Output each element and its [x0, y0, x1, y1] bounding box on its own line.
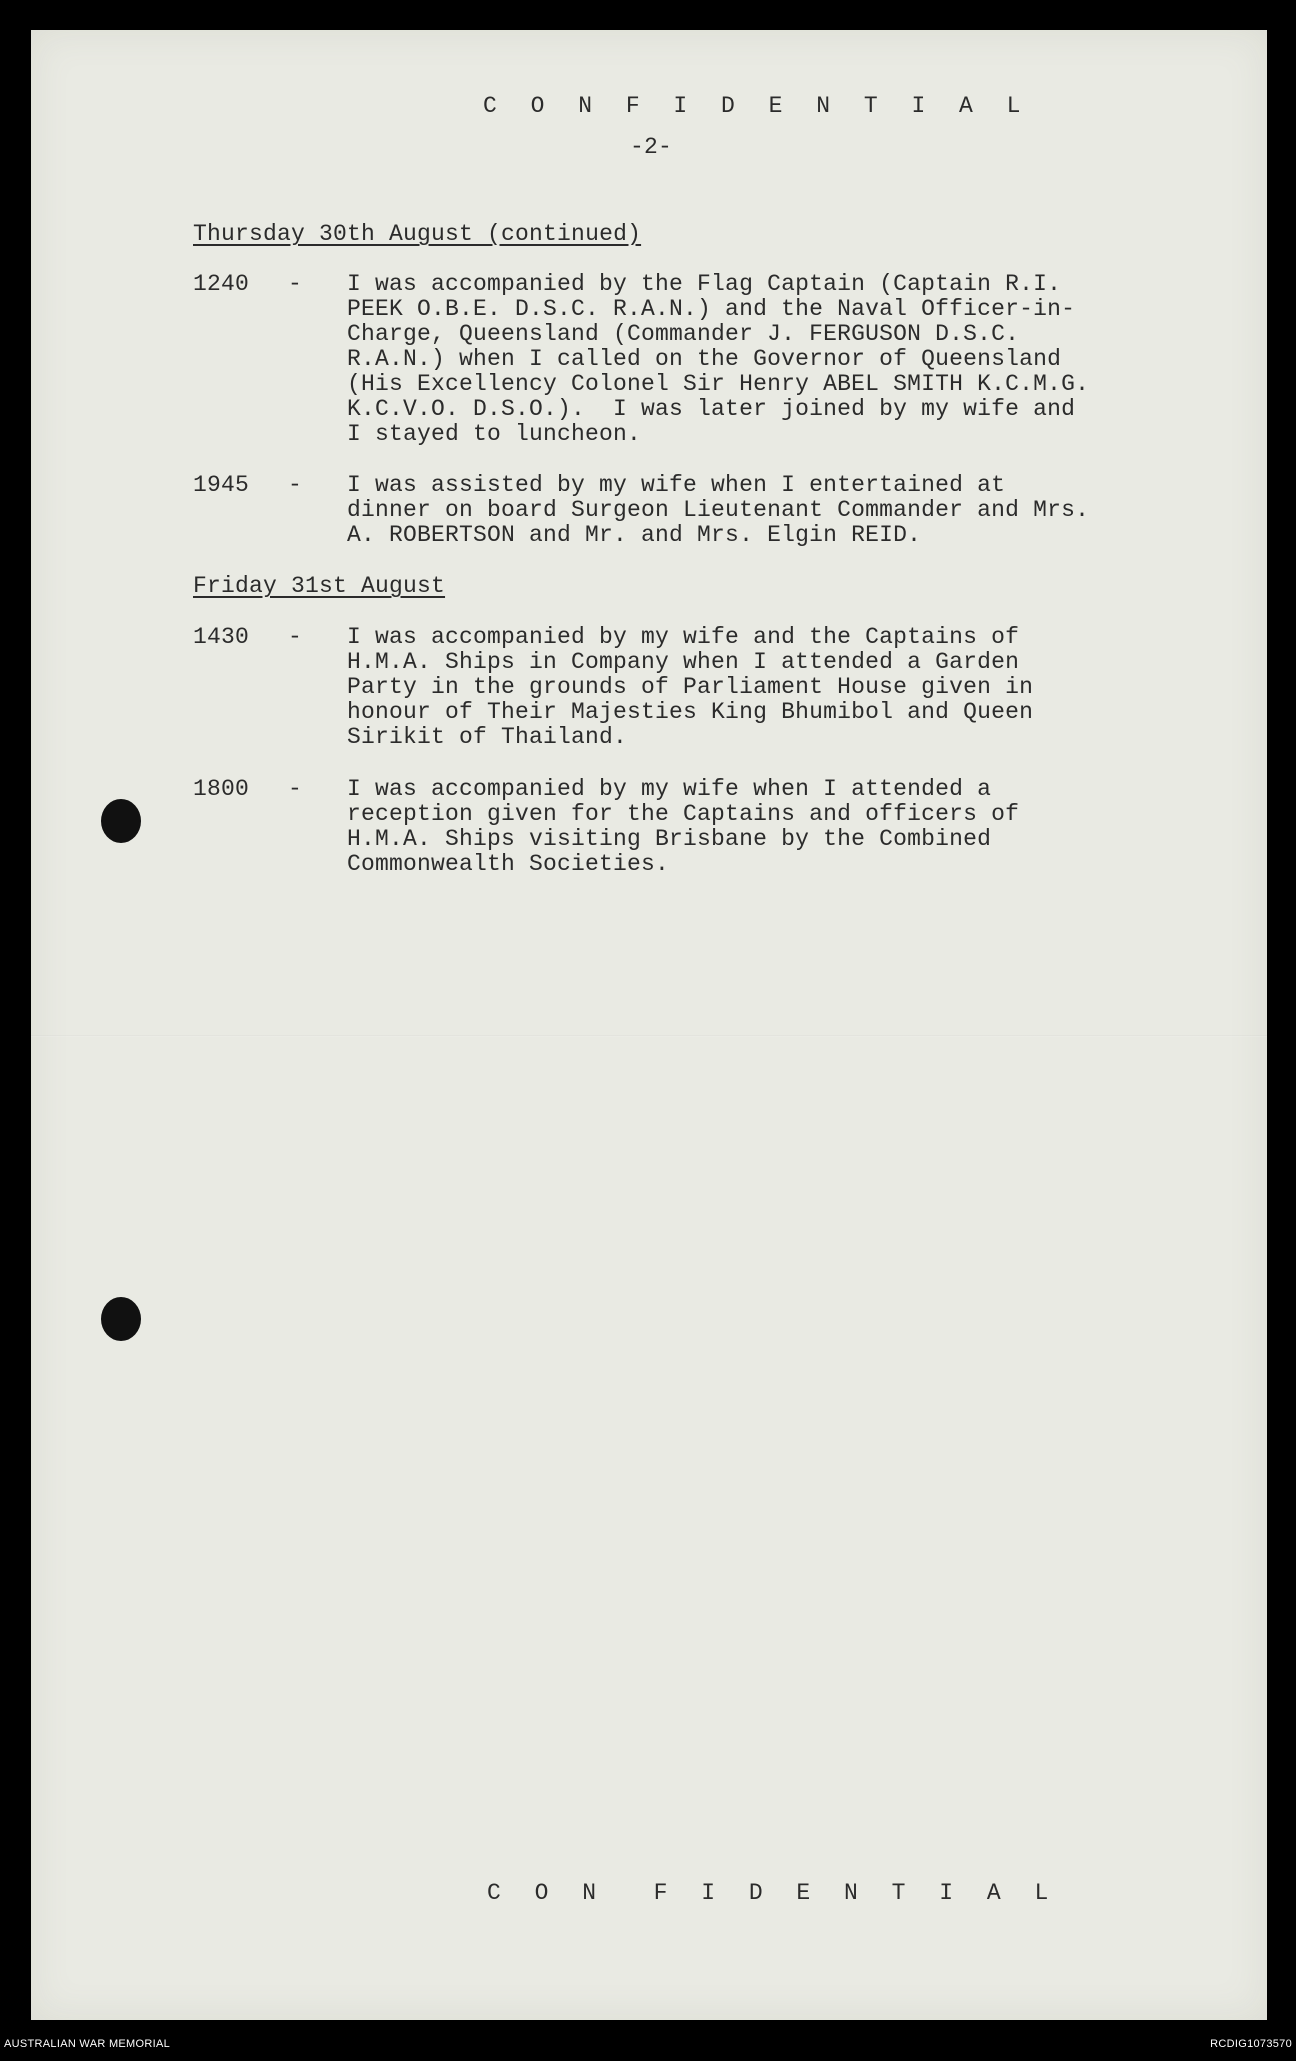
entry-line: K.C.V.O. D.S.O.). I was later joined by my wife and [347, 396, 1076, 422]
entry-time: 1430 [193, 624, 250, 650]
entry-line: (His Excellency Colonel Sir Henry ABEL SMITH K.C.M.G. [347, 371, 1090, 397]
footer-confidential: C O N F I D E N T I A L [487, 1880, 1059, 1906]
entry-line: R.A.N.) when I called on the Governor of Queensland [347, 346, 1062, 372]
header-confidential: C O N F I D E N T I A L [483, 93, 1031, 119]
entry-dash: - [288, 624, 303, 650]
entry-line: I stayed to luncheon. [347, 421, 642, 447]
archive-caption-right: RCDIG1073570 [1210, 2038, 1292, 2050]
punch-hole-icon [101, 1297, 141, 1341]
entry-line: H.M.A. Ships visiting Brisbane by the Combined [347, 826, 992, 852]
entry-time: 1240 [193, 271, 250, 297]
entry-line: I was assisted by my wife when I entertained at [347, 472, 1006, 498]
entry-line: I was accompanied by my wife and the Captains of [347, 624, 1020, 650]
entry-time: 1945 [193, 472, 250, 498]
entry-line: honour of Their Majesties King Bhumibol and Queen [347, 699, 1034, 725]
punch-hole-icon [101, 799, 141, 843]
entry-line: I was accompanied by my wife when I attended a [347, 776, 992, 802]
entry-line: Party in the grounds of Parliament House given in [347, 674, 1034, 700]
entry-line: dinner on board Surgeon Lieutenant Commander and Mrs. [347, 497, 1090, 523]
entry-line: A. ROBERTSON and Mr. and Mrs. Elgin REID. [347, 522, 922, 548]
entry-dash: - [288, 271, 303, 297]
entry-line: Charge, Queensland (Commander J. FERGUSON D.S.C. [347, 321, 1020, 347]
section-heading-thursday: Thursday 30th August (continued) [193, 221, 642, 247]
entry-line: Sirikit of Thailand. [347, 724, 628, 750]
entry-dash: - [288, 472, 303, 498]
paper-fold-line [31, 1035, 1267, 1037]
entry-line: Commonwealth Societies. [347, 851, 670, 877]
entry-dash: - [288, 776, 303, 802]
section-heading-friday: Friday 31st August [193, 573, 446, 599]
entry-line: H.M.A. Ships in Company when I attended a Garden [347, 649, 1020, 675]
entry-line: I was accompanied by the Flag Captain (Captain R.I. [347, 271, 1062, 297]
archive-caption-left: AUSTRALIAN WAR MEMORIAL [4, 2038, 171, 2050]
entry-line: PEEK O.B.E. D.S.C. R.A.N.) and the Naval Officer-in- [347, 296, 1076, 322]
entry-time: 1800 [193, 776, 250, 802]
entry-line: reception given for the Captains and officers of [347, 801, 1020, 827]
page-number: -2- [630, 134, 673, 160]
